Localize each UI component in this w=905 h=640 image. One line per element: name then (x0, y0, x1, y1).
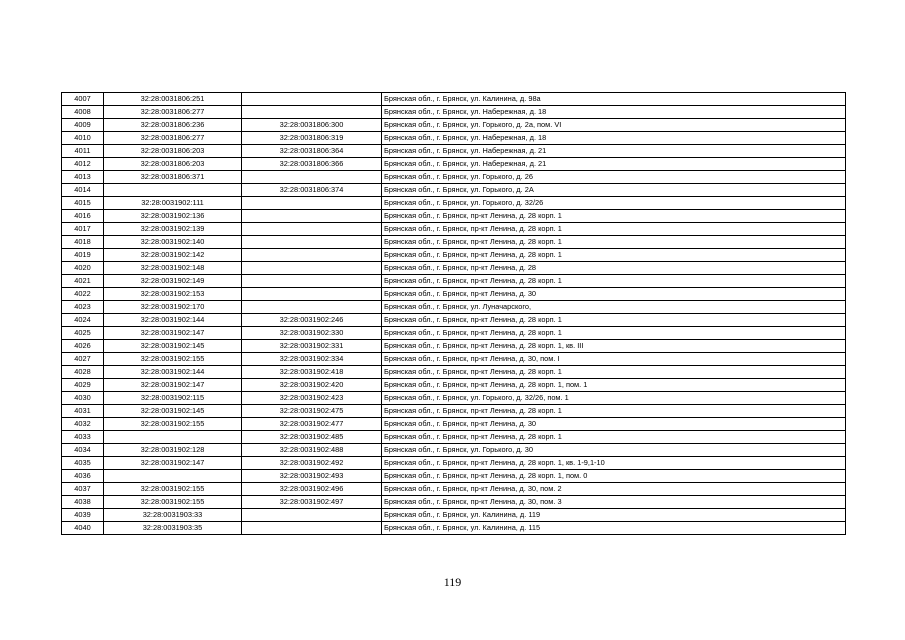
address-cell: Брянская обл., г. Брянск, пр-кт Ленина, д. 28 корп. 1 (382, 236, 846, 249)
table-row (62, 457, 846, 470)
address-cell: Брянская обл., г. Брянск, пр-кт Ленина, д. 28 корп. 1 (382, 431, 846, 444)
row-number-cell: 4018 (62, 236, 104, 249)
cadastral-number-cell: 32:28:0031902:155 (104, 483, 242, 496)
linked-cadastral-number-cell: 32:28:0031902:330 (242, 327, 382, 340)
address-cell: Брянская обл., г. Брянск, ул. Горького, д. 26 (382, 171, 846, 184)
cadastral-number-cell: 32:28:0031903:35 (104, 522, 242, 535)
linked-cadastral-number-cell (242, 522, 382, 535)
linked-cadastral-number-cell: 32:28:0031902:475 (242, 405, 382, 418)
table-row (62, 249, 846, 262)
cadastral-number-cell: 32:28:0031902:111 (104, 197, 242, 210)
cadastral-number-cell: 32:28:0031902:147 (104, 379, 242, 392)
table-row (62, 275, 846, 288)
table-row (62, 288, 846, 301)
row-number-cell: 4010 (62, 132, 104, 145)
address-cell: Брянская обл., г. Брянск, ул. Горького, д. 30 (382, 444, 846, 457)
linked-cadastral-number-cell: 32:28:0031806:300 (242, 119, 382, 132)
linked-cadastral-number-cell (242, 197, 382, 210)
table-row (62, 210, 846, 223)
table-row (62, 184, 846, 197)
table-row (62, 379, 846, 392)
cadastral-number-cell (104, 431, 242, 444)
address-cell: Брянская обл., г. Брянск, пр-кт Ленина, д. 28 корп. 1, кв. III (382, 340, 846, 353)
row-number-cell: 4019 (62, 249, 104, 262)
address-cell: Брянская обл., г. Брянск, пр-кт Ленина, д. 28 корп. 1, пом. 0 (382, 470, 846, 483)
row-number-cell: 4015 (62, 197, 104, 210)
cadastral-number-cell: 32:28:0031902:145 (104, 405, 242, 418)
address-cell: Брянская обл., г. Брянск, пр-кт Ленина, д. 28 корп. 1, кв. 1-9,1-10 (382, 457, 846, 470)
row-number-cell: 4007 (62, 93, 104, 106)
cadastral-number-cell: 32:28:0031902:155 (104, 418, 242, 431)
linked-cadastral-number-cell: 32:28:0031902:485 (242, 431, 382, 444)
address-cell: Брянская обл., г. Брянск, пр-кт Ленина, д. 28 (382, 262, 846, 275)
cadastral-number-cell: 32:28:0031806:277 (104, 132, 242, 145)
row-number-cell: 4034 (62, 444, 104, 457)
linked-cadastral-number-cell: 32:28:0031902:488 (242, 444, 382, 457)
row-number-cell: 4037 (62, 483, 104, 496)
cadastral-number-cell: 32:28:0031902:147 (104, 457, 242, 470)
address-cell: Брянская обл., г. Брянск, ул. Калинина, д. 119 (382, 509, 846, 522)
row-number-cell: 4038 (62, 496, 104, 509)
table-row (62, 301, 846, 314)
table-row (62, 158, 846, 171)
address-cell: Брянская обл., г. Брянск, ул. Луначарского, (382, 301, 846, 314)
cadastral-number-cell: 32:28:0031806:203 (104, 145, 242, 158)
cadastral-number-cell: 32:28:0031806:251 (104, 93, 242, 106)
table-row (62, 366, 846, 379)
row-number-cell: 4016 (62, 210, 104, 223)
linked-cadastral-number-cell: 32:28:0031806:366 (242, 158, 382, 171)
table-row (62, 197, 846, 210)
address-cell: Брянская обл., г. Брянск, ул. Калинина, д. 115 (382, 522, 846, 535)
table-row (62, 353, 846, 366)
row-number-cell: 4020 (62, 262, 104, 275)
linked-cadastral-number-cell: 32:28:0031902:477 (242, 418, 382, 431)
cadastral-number-cell: 32:28:0031902:155 (104, 353, 242, 366)
table-row (62, 106, 846, 119)
registry-table-body (62, 93, 846, 535)
row-number-cell: 4008 (62, 106, 104, 119)
table-row (62, 145, 846, 158)
cadastral-number-cell (104, 470, 242, 483)
row-number-cell: 4027 (62, 353, 104, 366)
linked-cadastral-number-cell (242, 509, 382, 522)
address-cell: Брянская обл., г. Брянск, ул. Горького, д. 32/26, пом. 1 (382, 392, 846, 405)
address-cell: Брянская обл., г. Брянск, пр-кт Ленина, д. 30 (382, 418, 846, 431)
cadastral-number-cell: 32:28:0031902:147 (104, 327, 242, 340)
linked-cadastral-number-cell (242, 210, 382, 223)
cadastral-number-cell: 32:28:0031902:115 (104, 392, 242, 405)
row-number-cell: 4025 (62, 327, 104, 340)
address-cell: Брянская обл., г. Брянск, пр-кт Ленина, д. 28 корп. 1 (382, 223, 846, 236)
linked-cadastral-number-cell (242, 171, 382, 184)
address-cell: Брянская обл., г. Брянск, ул. Горького, д. 2а, пом. VI (382, 119, 846, 132)
row-number-cell: 4012 (62, 158, 104, 171)
linked-cadastral-number-cell (242, 93, 382, 106)
row-number-cell: 4017 (62, 223, 104, 236)
cadastral-number-cell: 32:28:0031902:136 (104, 210, 242, 223)
table-row (62, 522, 846, 535)
cadastral-number-cell: 32:28:0031806:371 (104, 171, 242, 184)
linked-cadastral-number-cell: 32:28:0031902:496 (242, 483, 382, 496)
linked-cadastral-number-cell (242, 249, 382, 262)
row-number-cell: 4031 (62, 405, 104, 418)
row-number-cell: 4024 (62, 314, 104, 327)
cadastral-number-cell: 32:28:0031902:170 (104, 301, 242, 314)
table-row (62, 314, 846, 327)
linked-cadastral-number-cell (242, 275, 382, 288)
linked-cadastral-number-cell: 32:28:0031806:319 (242, 132, 382, 145)
row-number-cell: 4023 (62, 301, 104, 314)
linked-cadastral-number-cell: 32:28:0031902:497 (242, 496, 382, 509)
linked-cadastral-number-cell (242, 262, 382, 275)
cadastral-number-cell: 32:28:0031902:155 (104, 496, 242, 509)
linked-cadastral-number-cell: 32:28:0031902:246 (242, 314, 382, 327)
table-row (62, 418, 846, 431)
address-cell: Брянская обл., г. Брянск, ул. Набережная, д. 18 (382, 106, 846, 119)
row-number-cell: 4014 (62, 184, 104, 197)
row-number-cell: 4033 (62, 431, 104, 444)
table-row (62, 132, 846, 145)
cadastral-number-cell: 32:28:0031902:148 (104, 262, 242, 275)
address-cell: Брянская обл., г. Брянск, пр-кт Ленина, д. 28 корп. 1 (382, 249, 846, 262)
address-cell: Брянская обл., г. Брянск, ул. Горького, д. 2А (382, 184, 846, 197)
row-number-cell: 4021 (62, 275, 104, 288)
cadastral-number-cell: 32:28:0031902:140 (104, 236, 242, 249)
cadastral-registry-table (61, 92, 846, 535)
cadastral-number-cell: 32:28:0031902:145 (104, 340, 242, 353)
table-row (62, 470, 846, 483)
linked-cadastral-number-cell: 32:28:0031902:423 (242, 392, 382, 405)
row-number-cell: 4039 (62, 509, 104, 522)
table-row (62, 392, 846, 405)
row-number-cell: 4035 (62, 457, 104, 470)
cadastral-number-cell: 32:28:0031806:277 (104, 106, 242, 119)
row-number-cell: 4032 (62, 418, 104, 431)
address-cell: Брянская обл., г. Брянск, пр-кт Ленина, д. 28 корп. 1 (382, 210, 846, 223)
address-cell: Брянская обл., г. Брянск, пр-кт Ленина, д. 28 корп. 1, пом. 1 (382, 379, 846, 392)
row-number-cell: 4022 (62, 288, 104, 301)
table-row (62, 119, 846, 132)
address-cell: Брянская обл., г. Брянск, пр-кт Ленина, д. 28 корп. 1 (382, 405, 846, 418)
address-cell: Брянская обл., г. Брянск, пр-кт Ленина, д. 30, пом. I (382, 353, 846, 366)
linked-cadastral-number-cell: 32:28:0031806:374 (242, 184, 382, 197)
cadastral-number-cell: 32:28:0031903:33 (104, 509, 242, 522)
linked-cadastral-number-cell (242, 301, 382, 314)
address-cell: Брянская обл., г. Брянск, ул. Набережная, д. 18 (382, 132, 846, 145)
linked-cadastral-number-cell: 32:28:0031902:418 (242, 366, 382, 379)
linked-cadastral-number-cell: 32:28:0031902:492 (242, 457, 382, 470)
address-cell: Брянская обл., г. Брянск, ул. Набережная, д. 21 (382, 158, 846, 171)
row-number-cell: 4013 (62, 171, 104, 184)
table-row (62, 483, 846, 496)
table-row (62, 93, 846, 106)
linked-cadastral-number-cell (242, 236, 382, 249)
address-cell: Брянская обл., г. Брянск, ул. Набережная, д. 21 (382, 145, 846, 158)
address-cell: Брянская обл., г. Брянск, пр-кт Ленина, д. 28 корп. 1 (382, 366, 846, 379)
table-row (62, 509, 846, 522)
address-cell: Брянская обл., г. Брянск, ул. Горького, д. 32/26 (382, 197, 846, 210)
row-number-cell: 4028 (62, 366, 104, 379)
page-number: 119 (443, 575, 462, 589)
table-row (62, 236, 846, 249)
cadastral-number-cell (104, 184, 242, 197)
row-number-cell: 4030 (62, 392, 104, 405)
linked-cadastral-number-cell (242, 288, 382, 301)
address-cell: Брянская обл., г. Брянск, пр-кт Ленина, д. 30, пом. 3 (382, 496, 846, 509)
row-number-cell: 4009 (62, 119, 104, 132)
table-row (62, 496, 846, 509)
table-row (62, 431, 846, 444)
linked-cadastral-number-cell: 32:28:0031902:334 (242, 353, 382, 366)
address-cell: Брянская обл., г. Брянск, пр-кт Ленина, д. 28 корп. 1 (382, 275, 846, 288)
linked-cadastral-number-cell (242, 223, 382, 236)
linked-cadastral-number-cell: 32:28:0031902:331 (242, 340, 382, 353)
address-cell: Брянская обл., г. Брянск, пр-кт Ленина, д. 30 (382, 288, 846, 301)
table-row (62, 444, 846, 457)
linked-cadastral-number-cell: 32:28:0031902:420 (242, 379, 382, 392)
row-number-cell: 4029 (62, 379, 104, 392)
row-number-cell: 4036 (62, 470, 104, 483)
cadastral-number-cell: 32:28:0031902:128 (104, 444, 242, 457)
linked-cadastral-number-cell: 32:28:0031806:364 (242, 145, 382, 158)
cadastral-number-cell: 32:28:0031902:149 (104, 275, 242, 288)
cadastral-number-cell: 32:28:0031902:153 (104, 288, 242, 301)
row-number-cell: 4026 (62, 340, 104, 353)
cadastral-number-cell: 32:28:0031902:144 (104, 366, 242, 379)
linked-cadastral-number-cell (242, 106, 382, 119)
cadastral-number-cell: 32:28:0031902:144 (104, 314, 242, 327)
table-row (62, 171, 846, 184)
address-cell: Брянская обл., г. Брянск, пр-кт Ленина, д. 30, пом. 2 (382, 483, 846, 496)
address-cell: Брянская обл., г. Брянск, ул. Калинина, д. 98а (382, 93, 846, 106)
linked-cadastral-number-cell: 32:28:0031902:493 (242, 470, 382, 483)
cadastral-number-cell: 32:28:0031902:139 (104, 223, 242, 236)
table-row (62, 262, 846, 275)
row-number-cell: 4040 (62, 522, 104, 535)
cadastral-number-cell: 32:28:0031806:236 (104, 119, 242, 132)
row-number-cell: 4011 (62, 145, 104, 158)
address-cell: Брянская обл., г. Брянск, пр-кт Ленина, д. 28 корп. 1 (382, 314, 846, 327)
table-row (62, 340, 846, 353)
table-row (62, 327, 846, 340)
table-row (62, 223, 846, 236)
address-cell: Брянская обл., г. Брянск, пр-кт Ленина, д. 28 корп. 1 (382, 327, 846, 340)
cadastral-number-cell: 32:28:0031806:203 (104, 158, 242, 171)
cadastral-number-cell: 32:28:0031902:142 (104, 249, 242, 262)
table-row (62, 405, 846, 418)
